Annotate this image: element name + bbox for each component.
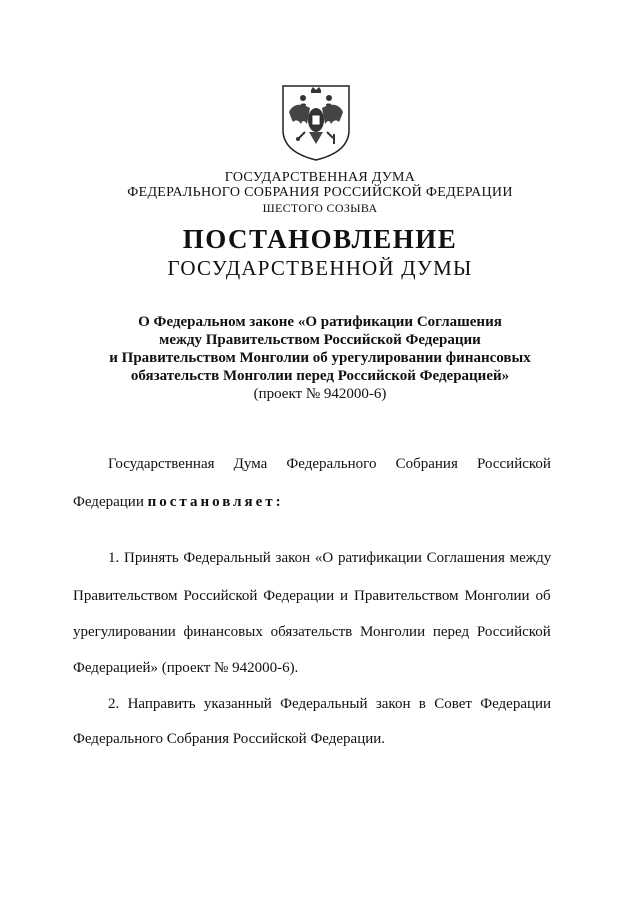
- preamble-line-2: [73, 494, 551, 511]
- item2-line-1: 2. Направить указанный Федеральный закон в Совет Федерации: [108, 696, 552, 712]
- issuer-line-1: ГОСУДАРСТВЕННАЯ ДУМА: [224, 170, 416, 185]
- item1-line-4: Федерацией» (проект № 942000-6).: [73, 660, 299, 676]
- item2-line-2: Федерального Собрания Российской Федерации.: [73, 731, 386, 747]
- item1-line-2: Правительством Российской Федерации и Правительством Монголии об: [73, 588, 551, 604]
- preamble-word: Российской: [477, 456, 551, 472]
- preamble-word: Собрания: [395, 456, 458, 472]
- subject-line-3: и Правительством Монголии об урегулировании финансовых: [109, 350, 531, 366]
- issuer-convocation: ШЕСТОГО СОЗЫВА: [262, 201, 378, 215]
- preamble-text: Федерации: [73, 494, 144, 510]
- issuer-line-2: ФЕДЕРАЛЬНОГО СОБРАНИЯ РОССИЙСКОЙ ФЕДЕРАЦИИ: [127, 185, 513, 200]
- preamble-word: Федерального: [286, 456, 377, 472]
- preamble-line-1: [108, 456, 551, 473]
- subject-project-number: (проект № 942000-6): [253, 386, 387, 402]
- item1-line-1: 1. Принять Федеральный закон «О ратификации Соглашения между: [108, 550, 552, 566]
- preamble-word: Дума: [233, 456, 268, 472]
- coat-of-arms-icon: [279, 82, 353, 162]
- document-subject: [0, 313, 640, 403]
- preamble-word: Государственная: [108, 456, 215, 472]
- subject-line-4: обязательств Монголии перед Российской Федерацией»: [130, 368, 510, 384]
- subject-line-2: между Правительством Российской Федерации: [159, 332, 481, 348]
- subject-line-1: О Федеральном законе «О ратификации Соглашения: [138, 314, 502, 330]
- item1-line-3: урегулировании финансовых обязательств Монголии перед Российской: [73, 624, 551, 640]
- document-subtitle: ГОСУДАРСТВЕННОЙ ДУМЫ: [167, 256, 473, 280]
- decree-word: постановляет:: [147, 494, 284, 510]
- document-title: ПОСТАНОВЛЕНИЕ: [182, 224, 458, 254]
